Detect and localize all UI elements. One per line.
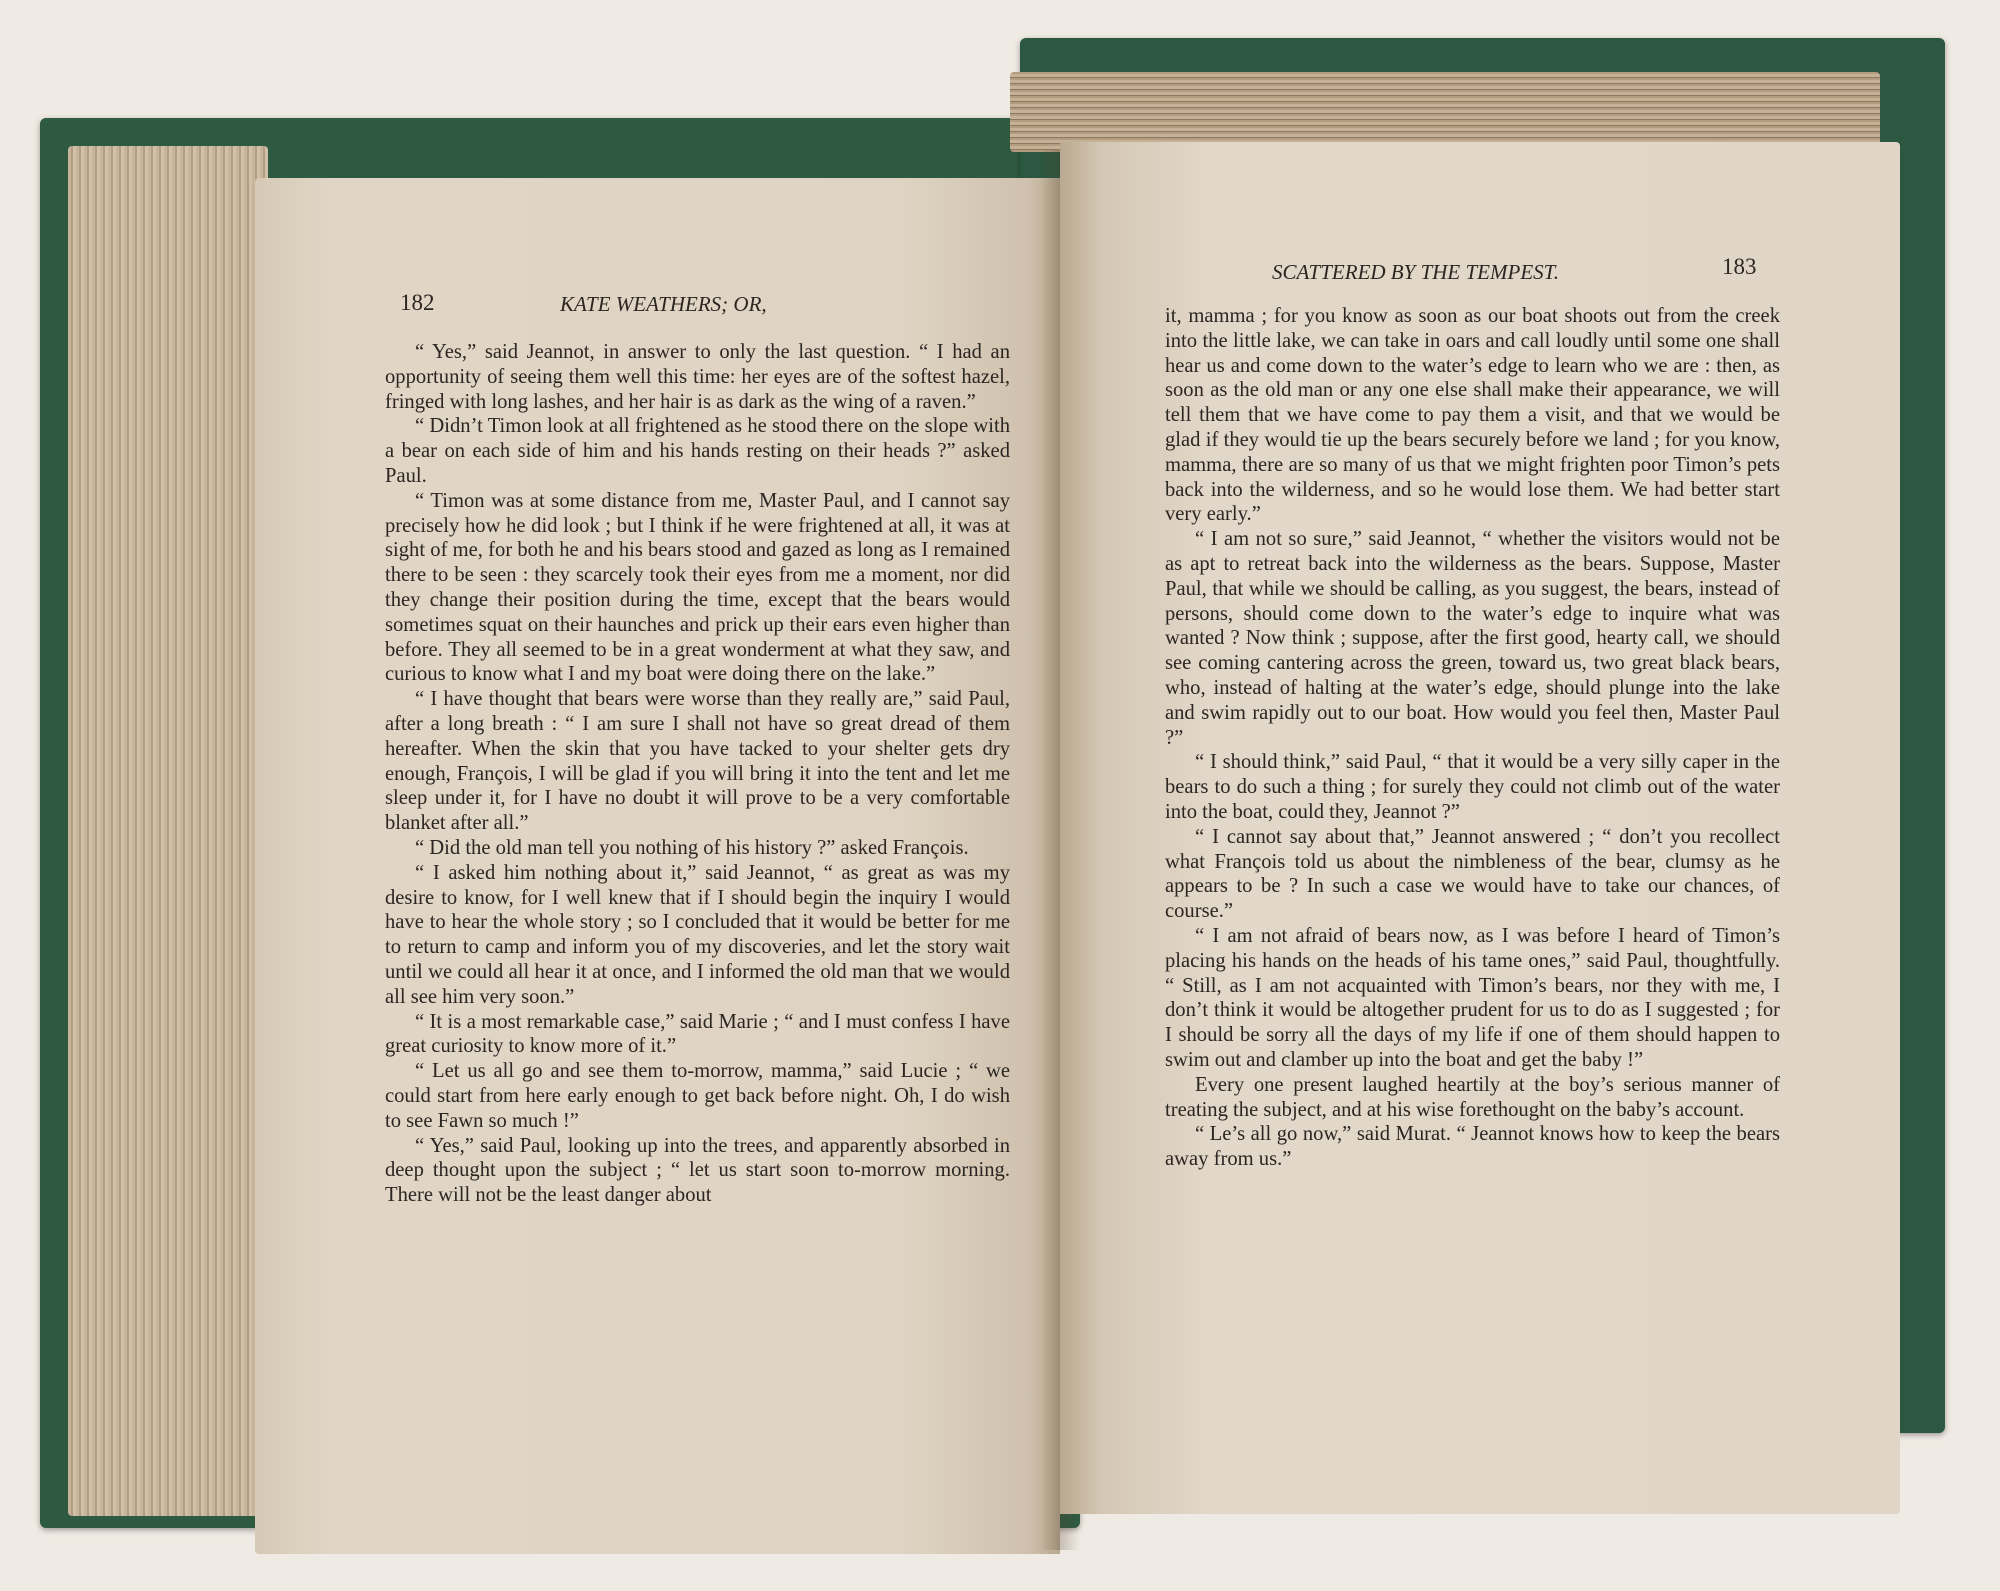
paragraph: “ I have thought that bears were worse than they really are,” said Paul, after a long breath : “ I am sure I shall not have so great dread of them hereafter. When the skin that you have tacked to your shelter gets dry enough, François, I will be glad if you will bring it into the tent and let me sleep under it, for I have no doubt it will prove to be a very comfortable blanket after all.” [385,688,1010,835]
paragraph: “ I asked him nothing about it,” said Jeannot, “ as great as was my desire to know, for I well knew that if I should begin the inquiry I would have to hear the whole story ; so I concluded that it would be better for me to return to camp and inform you of my discoveries, and let the story wait until we could all hear it at once, and I informed the old man that we would all see him very soon.” [385,861,1010,1008]
left-running-head: KATE WEATHERS; OR, [560,292,767,316]
paragraph: “ Let us all go and see them to-morrow, mamma,” said Lucie ; “ we could start from here early enough to get back before night. Oh, I do wish to see Fawn so much !” [385,1060,1010,1132]
paragraph: “ Timon was at some distance from me, Master Paul, and I cannot say precisely how he did look ; but I think if he were frightened at all, it was at sight of me, for both he and his bears stood and gazed as long as I remained there to be seen : they scarcely took their eyes from me a moment, nor did they change their position during the time, except that the bears would sometimes squat on their haunches and prick up their ears even higher than before. They all seemed to be in a great wonderment at what they saw, and curious to know what I and my boat were doing there on the lake.” [385,489,1010,686]
paragraph: “ Yes,” said Paul, looking up into the trees, and apparently absorbed in deep thought upon the subject ; “ let us start soon to-morrow morning. There will not be the least danger about [385,1134,1010,1207]
left-body-text [385,340,1010,1208]
left-page-number: 182 [400,290,435,315]
paragraph: “ I am not afraid of bears now, as I was before I heard of Timon’s placing his hands on the heads of his tame ones,” said Paul, thoughtfully. “ Still, as I am not acquainted with Timon’s bears, nor they with me, I don’t think it would be altogether prudent for us to do as I suggested ; for I should be sorry all the days of my life if one of them should happen to swim out and clamber up into the boat and get the baby !” [1165,924,1780,1071]
paragraph: “ Le’s all go now,” said Murat. “ Jeannot knows how to keep the bears away from us.” [1165,1123,1780,1171]
paragraph: “ It is a most remarkable case,” said Marie ; “ and I must confess I have great curiosity to know more of it.” [385,1010,1010,1058]
left-page [255,178,1060,1554]
right-page [1060,142,1900,1514]
paragraph: “ Didn’t Timon look at all frightened as he stood there on the slope with a bear on each side of him and his hands resting on their heads ?” asked Paul. [385,415,1010,487]
paragraph: it, mamma ; for you know as soon as our boat shoots out from the creek into the little lake, we can take in oars and call loudly until some one shall hear us and come down to the water’s edge to learn who we are : then, as soon as the old man or any one else shall make their appearance, we will tell them that we have come to pay them a visit, and that we would be glad if they would tie up the bears securely before we land ; for you know, mamma, there are so many of us that we might frighten poor Timon’s pets back into the wilderness, and so he would lose them. We had better start very early.” [1165,305,1780,526]
right-page-number: 183 [1722,254,1757,279]
right-page-edges [1010,72,1880,152]
paragraph: “ Yes,” said Jeannot, in answer to only the last question. “ I had an opportunity of seeing them well this time: her eyes are of the softest hazel, fringed with long lashes, and her hair is as dark as the wing of a raven.” [385,341,1010,413]
paragraph: “ I should think,” said Paul, “ that it would be a very silly caper in the bears to do such a thing ; for surely they could not climb out of the water into the boat, could they, Jeannot ?” [1165,751,1780,823]
paragraph: “ I cannot say about that,” Jeannot answered ; “ don’t you recollect what François told us about the nimbleness of the bear, clumsy as he appears to be ? In such a case we would have to take our chances, of course.” [1165,825,1780,923]
left-page-edges [68,146,268,1516]
paragraph: Every one present laughed heartily at the boy’s serious manner of treating the subject, and at his wise forethought on the baby’s account. [1165,1073,1780,1121]
paragraph: “ Did the old man tell you nothing of his history ?” asked François. [415,836,969,859]
paragraph: “ I am not so sure,” said Jeannot, “ whether the visitors would not be as apt to retreat back into the wilderness as the bears. Suppose, Master Paul, that while we should be calling, as you suggest, the bears, instead of persons, should come down to the water’s edge to inquire what was wanted ? Now think ; suppose, after the first good, hearty call, we should see coming cantering across the green, toward us, two great black bears, who, instead of halting at the water’s edge, should plunge into the lake and swim rapidly out to our boat. How would you feel then, Master Paul ?” [1165,528,1780,749]
right-body-text [1165,304,1780,1172]
right-running-head: SCATTERED BY THE TEMPEST. [1272,260,1560,284]
